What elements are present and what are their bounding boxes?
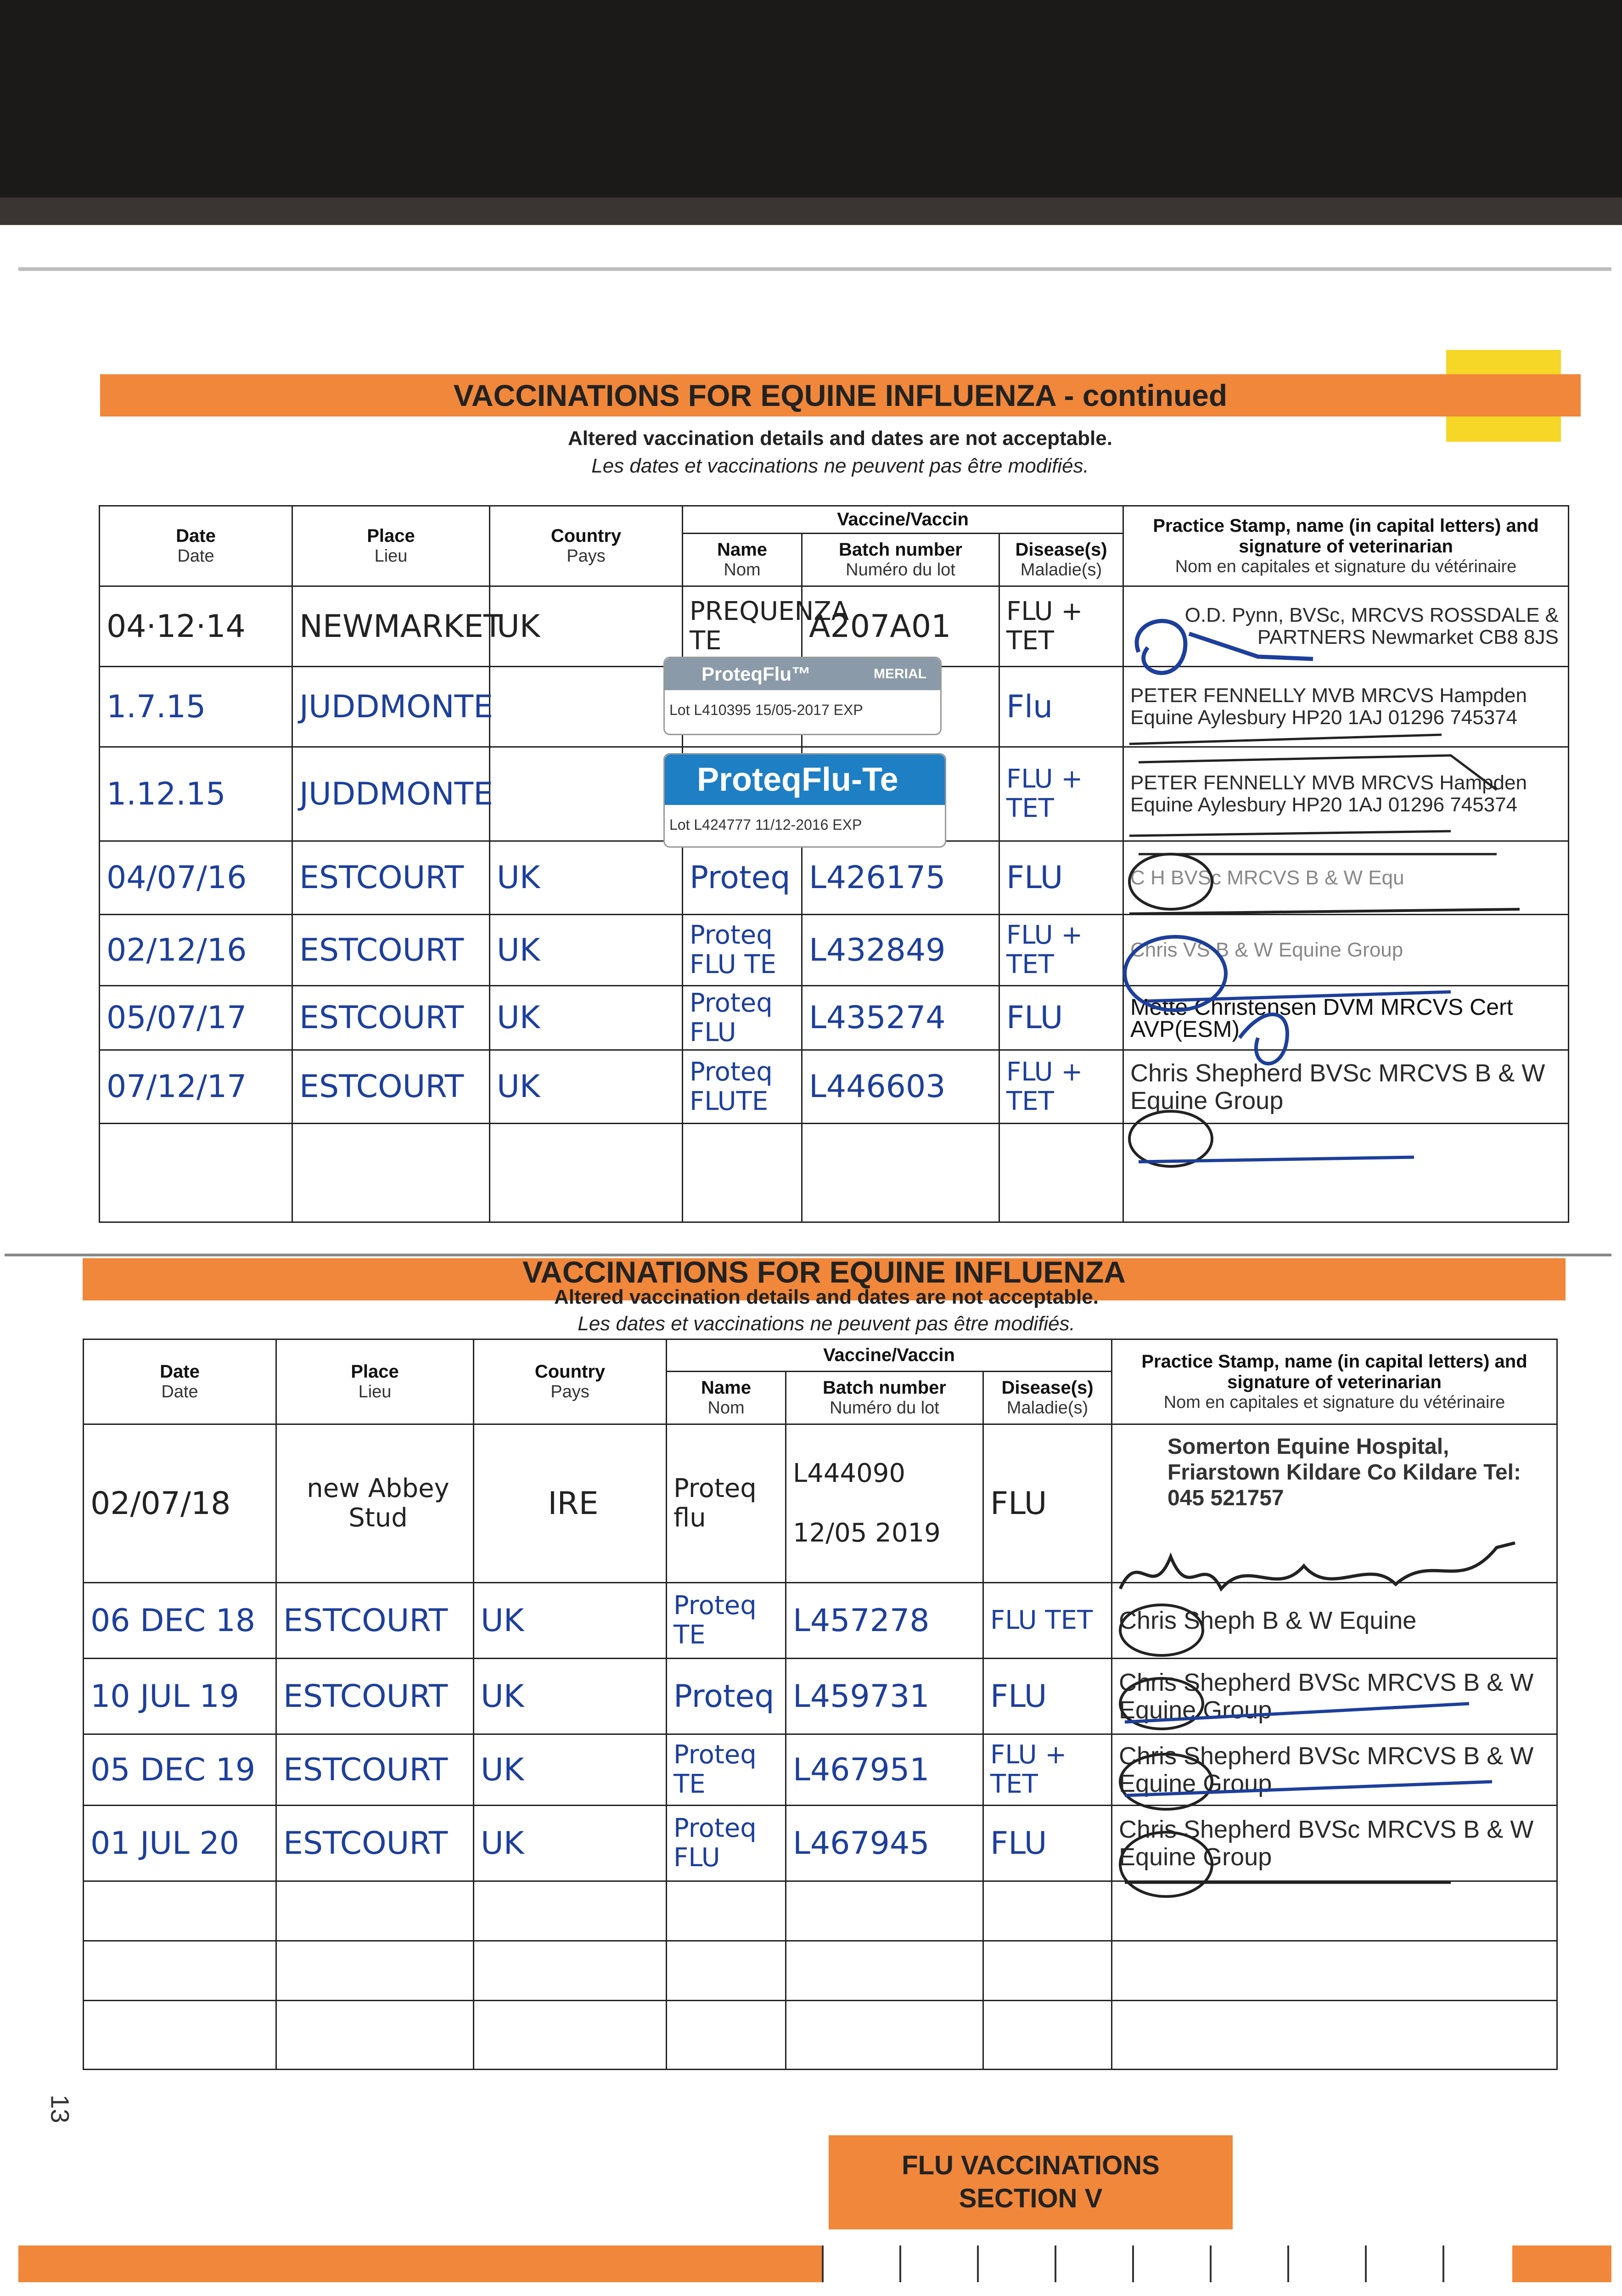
cell-stamp: Chris Shepherd BVSc MRCVS B & W Equine Group [1112,1659,1557,1734]
cell-batch: L426175 [802,841,999,915]
cell-country: UK [490,1050,683,1124]
cell-date: 02/12/16 [100,915,292,986]
cell-country: IRE [474,1424,667,1583]
cell-disease: FLU + TET [999,1050,1123,1124]
warning-note-en: Altered vaccination details and dates are not acceptable. [554,1286,1099,1308]
warning-note-fr: Les dates et vaccinations ne peuvent pas être modifiés. [591,455,1089,477]
cell-country: UK [474,1583,667,1659]
cell-country: UK [474,1734,667,1806]
cell-disease: FLU [999,986,1123,1050]
cell-place: ESTCOURT [276,1806,474,1881]
cell-place: NEWMARKET [292,586,490,667]
warning-note-en: Altered vaccination details and dates are not acceptable. [568,427,1112,450]
col-country: Country Pays [490,506,683,586]
cell-place: JUDDMONTE [292,667,490,747]
col-date: Date Date [100,506,292,586]
table-row-empty [84,1941,1557,2001]
cell-place: ESTCOURT [276,1659,474,1734]
cell-batch: L444090 12/05 2019 [786,1424,983,1583]
cell-disease: FLU [999,841,1123,915]
cell-name: Proteq FLU [683,986,802,1050]
col-vaccine: Vaccine/Vaccin [683,506,1123,534]
cell-stamp: PETER FENNELLY MVB MRCVS Hampden Equine Aylesbury HP20 1AJ 01296 745374 [1123,747,1569,841]
cell-date: 06 DEC 18 [84,1583,276,1659]
cell-stamp: Chris Shepherd BVSc MRCVS B & W Equine Group [1123,1050,1569,1124]
cell-name: Proteq FLU TE [683,915,802,986]
page-number: 13 [45,2094,75,2123]
cell-date: 02/07/18 [84,1424,276,1583]
cell-name: Proteq flu [667,1424,786,1583]
cell-name: Proteq FLU [667,1806,786,1881]
cell-batch: L435274 [802,986,999,1050]
footer-cells [822,2245,1512,2282]
cell-batch: L467951 [786,1734,983,1806]
cell-disease: FLU [983,1659,1112,1734]
sticker-title: ProteqFlu™ [702,663,811,685]
cell-disease: FLU [983,1424,1112,1583]
col-disease: Disease(s) Maladie(s) [999,534,1123,586]
cell-stamp: Somerton Equine Hospital, Friarstown Kildare Co Kildare Tel: 045 521757 [1112,1424,1557,1583]
cell-country: UK [490,586,683,667]
col-stamp: Practice Stamp, name (in capital letters) and signature of veterinarian Nom en capitales et signature du vétérinaire [1112,1339,1557,1424]
warning-note-fr: Les dates et vaccinations ne peuvent pas être modifiés. [578,1312,1075,1335]
section-label-line1: FLU VACCINATIONS [902,2150,1160,2180]
cell-place: ESTCOURT [292,915,490,986]
cell-place: JUDDMONTE [292,747,490,841]
col-date: Date Date [84,1339,276,1424]
scanner-edge [0,197,1622,225]
sticker-lot: Lot L410395 15/05-2017 EXP [669,702,863,718]
cell-country: UK [474,1806,667,1881]
section-label [829,2135,1233,2229]
cell-date: 1.7.15 [100,667,292,747]
cell-date: 01 JUL 20 [84,1806,276,1881]
section-banner-bottom: VACCINATIONS FOR EQUINE INFLUENZA [83,1258,1566,1300]
cell-country [490,667,683,747]
cell-date: 10 JUL 19 [84,1659,276,1734]
cell-disease: FLU + TET [999,747,1123,841]
cell-stamp: Chris VS B & W Equine Group [1123,915,1569,986]
cell-stamp: C H BVSc MRCVS B & W Equ [1123,841,1569,915]
cell-date: 04/07/16 [100,841,292,915]
col-stamp: Practice Stamp, name (in capital letters) and signature of veterinarian Nom en capitales et signature du vétérinaire [1123,506,1569,586]
cell-country: UK [474,1659,667,1734]
sticker-brand: MERIAL [874,666,926,681]
cell-name: Proteq FLUTE [683,1050,802,1124]
col-name: Name Nom [683,534,802,586]
cell-name: Proteq TE [667,1583,786,1659]
proteqflu-sticker [663,657,942,735]
cell-country: UK [490,986,683,1050]
vet-signatures-bottom [1111,1538,1570,1929]
cell-name: Proteq [683,841,802,915]
cell-place: new Abbey Stud [276,1424,474,1583]
footer-strip [18,2245,1611,2282]
cell-stamp: Chris Shepherd BVSc MRCVS B & W Equine Group [1112,1734,1557,1806]
cell-disease: FLU + TET [983,1734,1112,1806]
cell-date: 07/12/17 [100,1050,292,1124]
cell-batch: L432849 [802,915,999,986]
cell-batch: L446603 [802,1050,999,1124]
proteqflu-te-sticker [663,753,946,848]
cell-name: Proteq TE [667,1734,786,1806]
cell-date: 05/07/17 [100,986,292,1050]
cell-stamp: O.D. Pynn, BVSc, MRCVS ROSSDALE & PARTNERS Newmarket CB8 8JS [1123,586,1569,667]
scanner-background [0,0,1622,216]
cell-place: ESTCOURT [292,1050,490,1124]
cell-batch: A207A01 [802,586,999,667]
cell-date: 04·12·14 [100,586,292,667]
cell-disease: FLU + TET [999,915,1123,986]
cell-date: 1.12.15 [100,747,292,841]
cell-place: ESTCOURT [292,841,490,915]
cell-place: ESTCOURT [292,986,490,1050]
cell-disease: Flu [999,667,1123,747]
col-name: Name Nom [667,1372,786,1424]
col-country: Country Pays [474,1339,667,1424]
cell-name: PREQUENZA TE [683,586,802,667]
cell-disease: FLU TET [983,1583,1112,1659]
cell-batch: L459731 [786,1659,983,1734]
cell-place: ESTCOURT [276,1583,474,1659]
cell-country [490,747,683,841]
col-place: Place Lieu [276,1339,474,1424]
cell-stamp: Chris Shepherd BVSc MRCVS B & W Equine Group [1112,1806,1557,1881]
sticker-title: ProteqFlu-Te [697,761,898,798]
cell-disease: FLU [983,1806,1112,1881]
cell-place: ESTCOURT [276,1734,474,1806]
vet-signatures-top [1120,597,1556,1194]
col-disease: Disease(s) Maladie(s) [983,1372,1112,1424]
col-vaccine: Vaccine/Vaccin [667,1339,1112,1372]
cell-disease: FLU + TET [999,586,1123,667]
cell-batch: L467945 [786,1806,983,1881]
cell-stamp: PETER FENNELLY MVB MRCVS Hampden Equine Aylesbury HP20 1AJ 01296 745374 [1123,667,1569,747]
cell-country: UK [490,841,683,915]
table-row-empty [84,2001,1557,2070]
section-banner-top: VACCINATIONS FOR EQUINE INFLUENZA - continued [100,374,1581,416]
col-batch: Batch number Numéro du lot [802,534,999,586]
cell-batch: L457278 [786,1583,983,1659]
col-place: Place Lieu [292,506,490,586]
col-batch: Batch number Numéro du lot [786,1372,983,1424]
cell-name: Proteq [667,1659,786,1734]
sticker-lot: Lot L424777 11/12-2016 EXP [669,816,862,833]
cell-country: UK [490,915,683,986]
cell-stamp: Chris Sheph B & W Equine [1112,1583,1557,1659]
section-label-line2: SECTION V [959,2183,1103,2213]
cell-date: 05 DEC 19 [84,1734,276,1806]
cell-stamp: Mette Christensen DVM MRCVS Cert AVP(ESM) [1123,986,1569,1050]
